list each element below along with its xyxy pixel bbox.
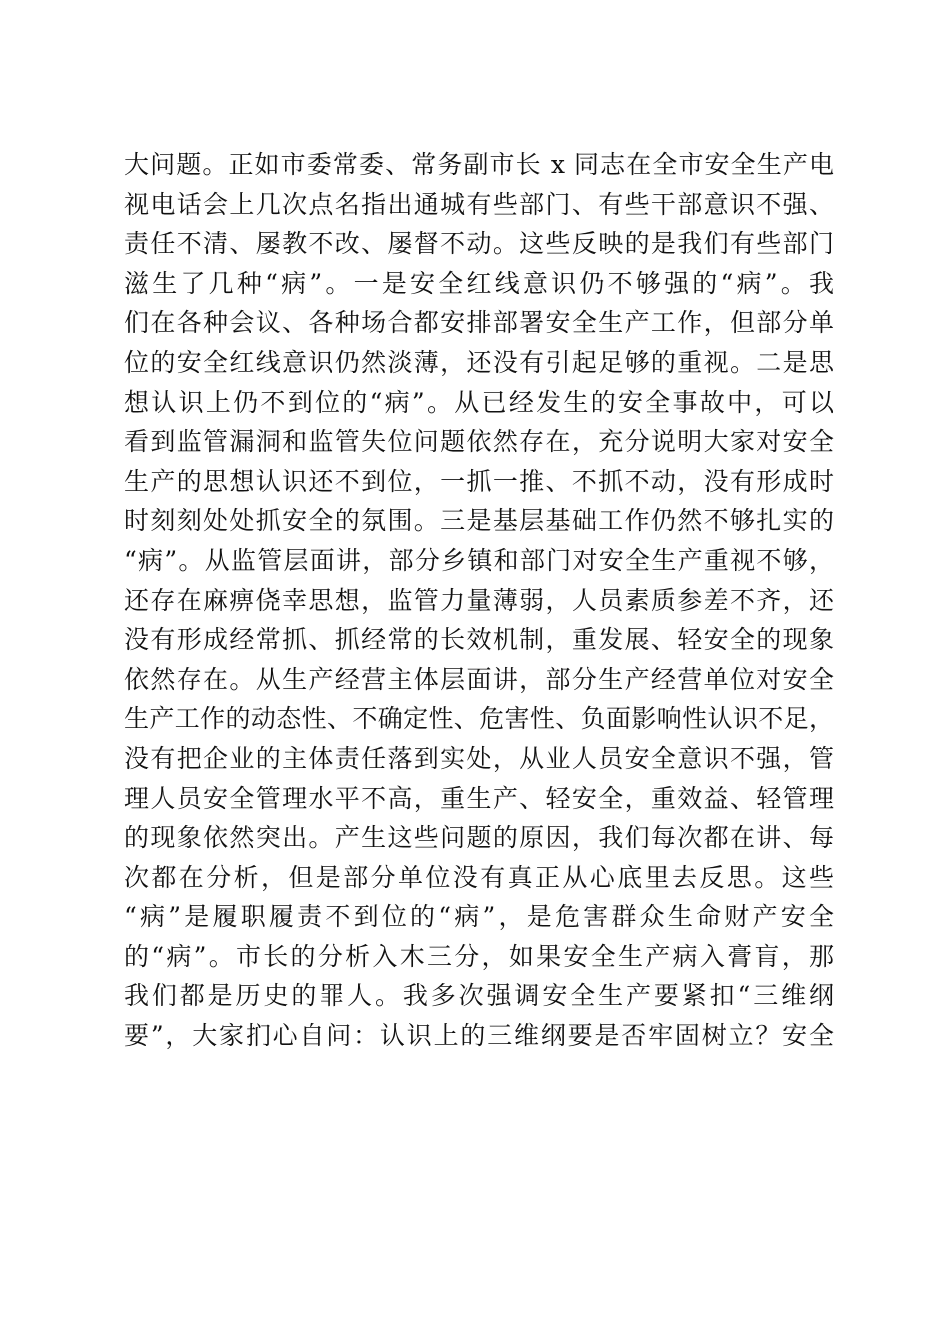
- text-line: 责任不清、屡教不改、屡督不动。这些反映的是我们有些部门: [124, 229, 834, 259]
- text-line: 视电话会上几次点名指出通城有些部门、有些干部意识不强、: [124, 189, 834, 219]
- text-line: 大问题。正如市委常委、常务副市长 x 同志在全市安全生产电: [124, 150, 834, 179]
- text-line: 依然存在。从生产经营主体层面讲，部分生产经营单位对安全: [124, 664, 834, 694]
- text-line: 没有形成经常抓、抓经常的长效机制，重发展、轻安全的现象: [124, 625, 834, 655]
- text-line: 的现象依然突出。产生这些问题的原因，我们每次都在讲、每: [124, 823, 834, 853]
- text-line: 还存在麻痹侥幸思想，监管力量薄弱，人员素质参差不齐，还: [124, 585, 834, 615]
- text-line: “病”是履职履责不到位的“病”，是危害群众生命财产安全: [124, 902, 834, 932]
- text-line: 次都在分析，但是部分单位没有真正从心底里去反思。这些: [124, 862, 834, 892]
- text-line: 没有把企业的主体责任落到实处，从业人员安全意识不强，管: [124, 743, 834, 773]
- body-paragraph: [124, 145, 834, 1056]
- text-line: 时刻刻处处抓安全的氛围。三是基层基础工作仍然不够扎实的: [124, 506, 834, 536]
- text-line: 我们都是历史的罪人。我多次强调安全生产要紧扣“三维纲: [124, 981, 834, 1011]
- text-line: 生产的思想认识还不到位，一抓一推、不抓不动，没有形成时: [124, 466, 834, 496]
- text-line: 要”，大家扪心自问：认识上的三维纲要是否牢固树立？安全: [124, 1021, 834, 1051]
- text-line: 滋生了几种“病”。一是安全红线意识仍不够强的“病”。我: [124, 268, 834, 298]
- text-line: 理人员安全管理水平不高，重生产、轻安全，重效益、轻管理: [124, 783, 834, 813]
- text-line: 看到监管漏洞和监管失位问题依然存在，充分说明大家对安全: [124, 427, 834, 457]
- text-line: 的“病”。市长的分析入木三分，如果安全生产病入膏肓，那: [124, 941, 834, 971]
- text-line: 们在各种会议、各种场合都安排部署安全生产工作，但部分单: [124, 308, 834, 338]
- text-line: “病”。从监管层面讲，部分乡镇和部门对安全生产重视不够，: [124, 545, 834, 575]
- text-line: 生产工作的动态性、不确定性、危害性、负面影响性认识不足，: [124, 704, 834, 734]
- text-line: 位的安全红线意识仍然淡薄，还没有引起足够的重视。二是思: [124, 347, 834, 377]
- text-line: 想认识上仍不到位的“病”。从已经发生的安全事故中，可以: [124, 387, 834, 417]
